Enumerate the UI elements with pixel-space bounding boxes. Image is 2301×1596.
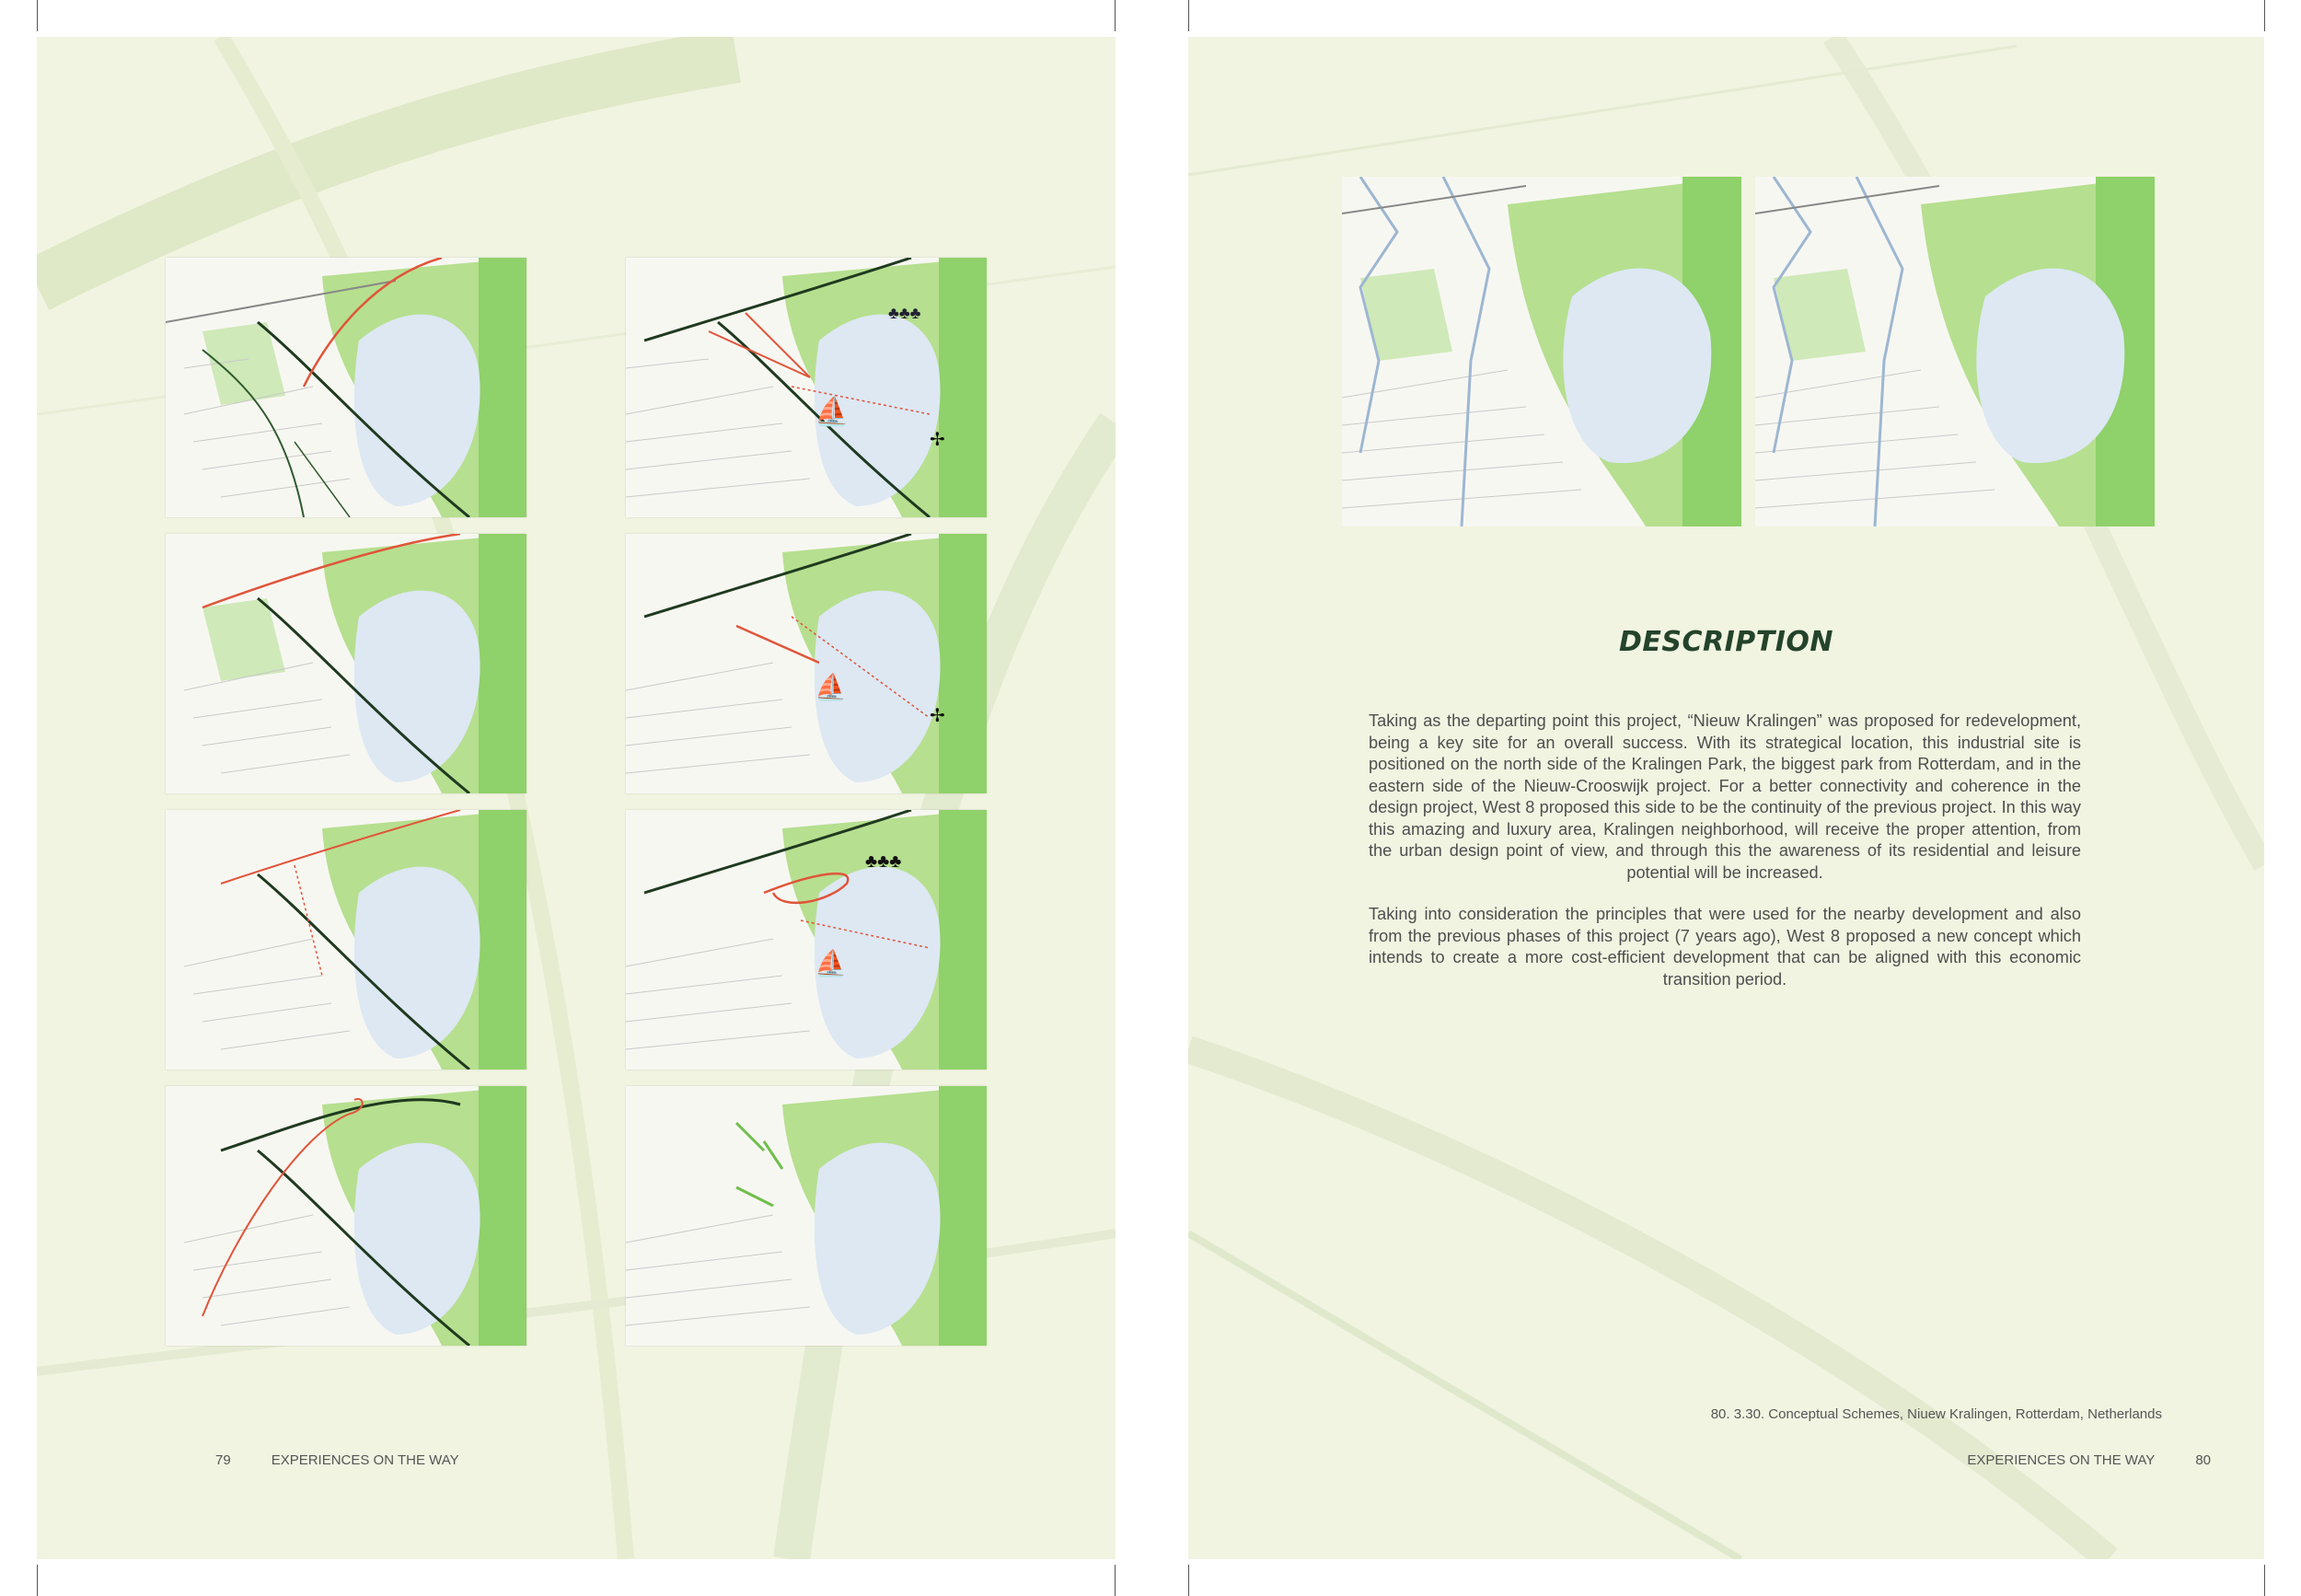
page-number: 80 [2195,1452,2211,1468]
crop-mark [1115,1565,1116,1596]
sailboat-icon: ⛵ [815,673,847,701]
crop-mark [2264,1565,2265,1596]
scheme-map-8 [626,1086,987,1346]
description-paragraph-1: Taking as the departing point this project, “Nieuw Kralingen” was proposed for redevelopment, being a key site for an overall success. With its strategical location, this industrial site is positioned on the north side of the Kralingen Park, the biggest park from Rotterdam, and in the eastern side of the Nieuw-Crooswijk project. For a better connectivity and coherence in the design project, West 8 proposed this side to be the continuity of the previous project. In this way this amazing and luxury area, Kralingen neighborhood, will receive the proper attention, from the urban design point of view, and through this the awareness of its residential and leisure potential will be increased. [1369,711,2081,882]
scheme-map-6 [626,810,987,1070]
sailboat-icon: ⛵ [815,949,847,977]
scheme-svg [166,534,526,793]
page-number: 79 [215,1452,231,1468]
sailboat-icon: ⛵ [815,397,850,427]
running-title: EXPERIENCES ON THE WAY [1967,1452,2156,1468]
crop-mark [1188,1565,1189,1596]
left-footer [215,1452,459,1468]
masterplan-map-1 [1342,177,1741,526]
crop-mark [1115,0,1116,31]
masterplan-svg [1342,177,1741,526]
figure-caption: 80. 3.30. Conceptual Schemes, Niuew Kralingen, Rotterdam, Netherlands [1710,1406,2162,1422]
scheme-svg [166,258,526,517]
scheme-svg [626,258,987,517]
scheme-map-4 [626,534,987,793]
scheme-map-1 [166,258,526,517]
right-footer [1967,1452,2211,1468]
windmill-icon: ✢ [930,430,945,450]
crop-mark [37,1565,38,1596]
scheme-map-7 [166,1086,526,1346]
scheme-map-2 [626,258,987,517]
running-title: EXPERIENCES ON THE WAY [271,1452,459,1468]
trees-icon: ♣♣♣ [888,304,921,322]
scheme-svg [626,810,987,1070]
section-heading: DESCRIPTION [1618,626,1833,658]
windmill-icon: ✢ [930,706,945,726]
left-page [37,37,1116,1559]
crop-mark [1188,0,1189,31]
scheme-svg [166,1086,526,1346]
scheme-map-3 [166,534,526,793]
right-page [1188,37,2264,1559]
scheme-map-5 [166,810,526,1070]
scheme-svg [626,1086,987,1346]
scheme-svg [626,534,987,793]
description-paragraph-2: Taking into consideration the principles that were used for the nearby development and also from the previous phases of this project (7 years ago), West 8 proposed a new concept which intends to create a more cost-efficient development that can be aligned with this economic transition period. [1369,905,2081,989]
crop-mark [2264,0,2265,31]
crop-mark [37,0,38,31]
trees-icon: ♣♣♣ [865,851,902,872]
scheme-svg [166,810,526,1070]
masterplan-map-2 [1755,177,2155,526]
masterplan-svg [1755,177,2155,526]
